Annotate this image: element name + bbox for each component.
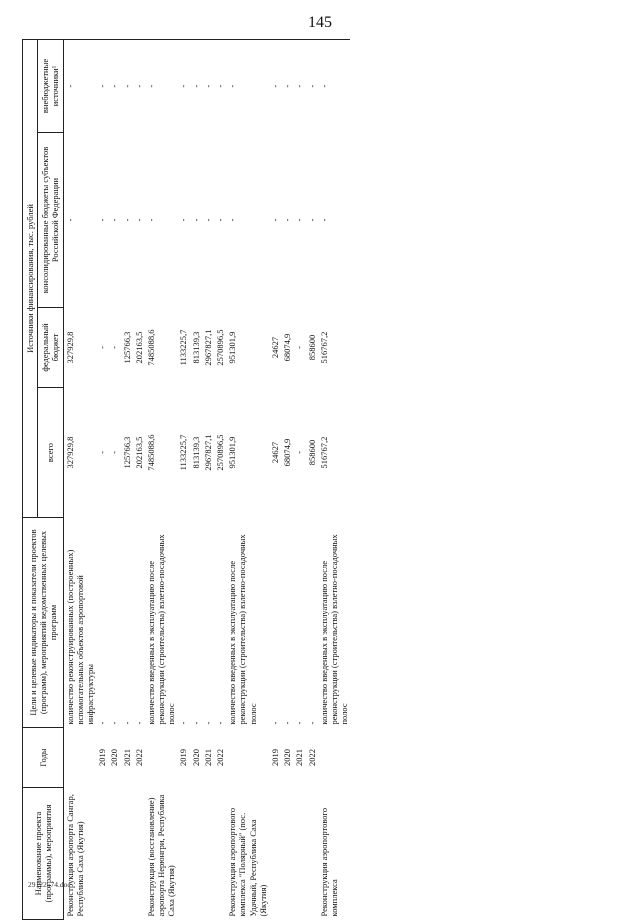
financing-table xyxy=(22,39,350,920)
cell-name: Реконструкция аэропорта Сангар, Республика Саха (Якутия) xyxy=(64,794,85,917)
cell-extra: - xyxy=(226,40,269,133)
cell-goal: - xyxy=(294,721,305,725)
cell-regional: - xyxy=(306,218,317,222)
cell-year: 2020 xyxy=(282,749,293,766)
table-row xyxy=(214,40,226,920)
table-row xyxy=(133,40,145,920)
table-row xyxy=(121,40,133,920)
cell-extra: - xyxy=(133,40,145,133)
cell-total: 2570896,5 xyxy=(215,434,225,471)
cell-goal: - xyxy=(282,721,293,725)
cell-goal: количество введенных в эксплуатацию после реконструкции (строительства) взлетно-посадочных полос xyxy=(227,534,258,725)
cell-total: 516767,2 xyxy=(318,436,329,469)
cell-total: 327929,8 xyxy=(64,436,75,469)
cell-year xyxy=(63,728,96,788)
cell-regional: - xyxy=(109,218,120,222)
cell-year: 2021 xyxy=(294,749,305,766)
cell-name xyxy=(177,788,189,920)
cell-extra: - xyxy=(214,40,226,133)
cell-federal: 125766,3 xyxy=(121,331,132,364)
cell-federal: 951301,9 xyxy=(227,331,238,364)
cell-federal: 24627 xyxy=(269,336,280,359)
cell-year: 2020 xyxy=(190,749,201,766)
cell-extra: - xyxy=(281,40,293,133)
cell-federal: 7485088,6 xyxy=(145,329,156,366)
cell-goal: - xyxy=(306,721,317,725)
cell-goal: количество введенных в эксплуатацию после реконструкции (строительства) взлетно-посадочных полос xyxy=(145,534,177,725)
page-number: 145 xyxy=(308,14,332,31)
cell-federal: - xyxy=(97,346,108,349)
cell-year: 2022 xyxy=(306,749,317,766)
cell-total: 125766,3 xyxy=(121,436,132,469)
table-row xyxy=(306,40,318,920)
cell-extra: - xyxy=(269,40,281,133)
cell-federal: 516767,2 xyxy=(318,331,329,364)
cell-extra: - xyxy=(318,40,351,133)
cell-extra: - xyxy=(121,40,133,133)
table-row xyxy=(281,40,293,920)
header-years: Годы xyxy=(23,728,64,788)
table-row xyxy=(145,40,178,920)
header-name: Наименование проекта (программы), мероприятия xyxy=(23,788,64,920)
table-row xyxy=(108,40,120,920)
cell-regional: - xyxy=(121,218,132,222)
cell-regional: - xyxy=(64,218,75,222)
cell-regional: - xyxy=(97,218,108,222)
cell-goal: - xyxy=(97,721,108,725)
cell-year xyxy=(318,728,351,788)
cell-goal: - xyxy=(121,721,132,725)
cell-name xyxy=(96,788,108,920)
cell-regional: - xyxy=(227,218,238,222)
cell-regional: - xyxy=(190,218,201,222)
table-row xyxy=(269,40,281,920)
table-row xyxy=(202,40,214,920)
cell-goal: количество введенных в эксплуатацию после реконструкции (строительства) взлетно-посадочных полос xyxy=(318,534,350,725)
cell-total: - xyxy=(294,451,305,454)
cell-name xyxy=(306,788,318,920)
cell-total: 813139,3 xyxy=(190,436,201,469)
cell-year: 2021 xyxy=(202,749,213,766)
cell-goal: - xyxy=(178,721,189,725)
cell-year: 2020 xyxy=(109,749,120,766)
cell-goal: - xyxy=(202,721,213,725)
cell-goal: - xyxy=(215,721,225,725)
cell-federal: 1133225,7 xyxy=(178,329,189,366)
cell-total: 1133225,7 xyxy=(178,434,189,471)
cell-year: 2019 xyxy=(269,749,280,766)
table-row xyxy=(190,40,202,920)
cell-federal: 202163,5 xyxy=(133,331,144,364)
cell-extra: - xyxy=(190,40,202,133)
cell-year: 2021 xyxy=(121,749,132,766)
cell-federal: 858600 xyxy=(306,334,317,361)
table-row xyxy=(293,40,305,920)
cell-extra: - xyxy=(108,40,120,133)
cell-name: Реконструкция (восстановление) аэропорта Нерюнгри, Республика Саха (Якутия) xyxy=(145,794,177,917)
header-regional: консолидированные бюджеты субъектов Российской Федерации xyxy=(38,133,63,308)
cell-total: 858600 xyxy=(306,439,317,466)
table-row xyxy=(318,40,351,920)
cell-extra: - xyxy=(306,40,318,133)
table-row xyxy=(63,40,96,920)
cell-year: 2019 xyxy=(97,749,108,766)
header-extra: внебюджетные источники¹ xyxy=(38,40,63,133)
header-sources-group: Источники финансирования, тыс. рублей xyxy=(23,40,38,518)
cell-regional: - xyxy=(133,218,144,222)
table-row xyxy=(96,40,108,920)
cell-name: Реконструкция аэропортового комплекса xyxy=(318,807,339,917)
cell-extra: - xyxy=(145,40,178,133)
cell-federal: - xyxy=(109,346,120,349)
cell-name xyxy=(121,788,133,920)
cell-extra: - xyxy=(63,40,96,133)
cell-total: 202163,5 xyxy=(133,436,144,469)
cell-federal: 327929,8 xyxy=(64,331,75,364)
cell-regional: - xyxy=(202,218,213,222)
cell-regional: - xyxy=(215,218,225,222)
cell-federal: 68074,9 xyxy=(282,333,293,362)
cell-name xyxy=(133,788,145,920)
cell-year: 2022 xyxy=(133,749,144,766)
cell-year: 2022 xyxy=(215,749,225,766)
table-body xyxy=(63,40,350,920)
cell-regional: - xyxy=(145,218,156,222)
footer-code: 29122574.doc xyxy=(28,880,71,889)
cell-year: 2019 xyxy=(178,749,189,766)
cell-total: - xyxy=(109,451,120,454)
cell-regional: - xyxy=(178,218,189,222)
cell-regional: - xyxy=(294,218,305,222)
cell-regional: - xyxy=(318,218,329,222)
cell-federal: - xyxy=(294,346,305,349)
cell-federal: 813139,3 xyxy=(190,331,201,364)
cell-name xyxy=(214,788,226,920)
cell-goal: - xyxy=(190,721,201,725)
header-federal: федеральный бюджет xyxy=(38,308,63,388)
cell-goal: количество реконструированных (построенных) вспомогательных объектов аэропортовой инфраструктуры xyxy=(64,549,95,725)
cell-name xyxy=(269,788,281,920)
cell-goal: - xyxy=(109,721,120,725)
cell-total: 68074,9 xyxy=(282,438,293,467)
cell-total: - xyxy=(97,451,108,454)
cell-year xyxy=(145,728,178,788)
cell-total: 951301,9 xyxy=(227,436,238,469)
cell-name xyxy=(108,788,120,920)
cell-goal: - xyxy=(269,721,280,725)
cell-extra: - xyxy=(177,40,189,133)
rotated-table-container xyxy=(22,40,622,920)
cell-regional: - xyxy=(282,218,293,222)
cell-name: Реконструкция аэропортового комплекса "Полярный" (пос. Удачный, Республика Саха (Якутия) xyxy=(227,807,268,917)
header-goals: Цели и целевые индикаторы и показатели проектов (программ), мероприятий ведомственных целевых программ xyxy=(23,518,64,728)
cell-federal: 2967827,1 xyxy=(202,329,213,366)
cell-extra: - xyxy=(293,40,305,133)
cell-name xyxy=(202,788,214,920)
cell-regional: - xyxy=(269,218,280,222)
cell-extra: - xyxy=(96,40,108,133)
cell-total: 7485088,6 xyxy=(145,434,156,471)
table-row xyxy=(226,40,269,920)
cell-total: 2967827,1 xyxy=(202,434,213,471)
cell-extra: - xyxy=(202,40,214,133)
cell-year xyxy=(226,728,269,788)
table-row xyxy=(177,40,189,920)
cell-name xyxy=(190,788,202,920)
cell-name xyxy=(293,788,305,920)
cell-total: 24627 xyxy=(269,441,280,464)
header-total: всего xyxy=(38,388,63,518)
cell-federal: 2570896,5 xyxy=(215,329,225,366)
cell-name xyxy=(281,788,293,920)
cell-goal: - xyxy=(133,721,144,725)
